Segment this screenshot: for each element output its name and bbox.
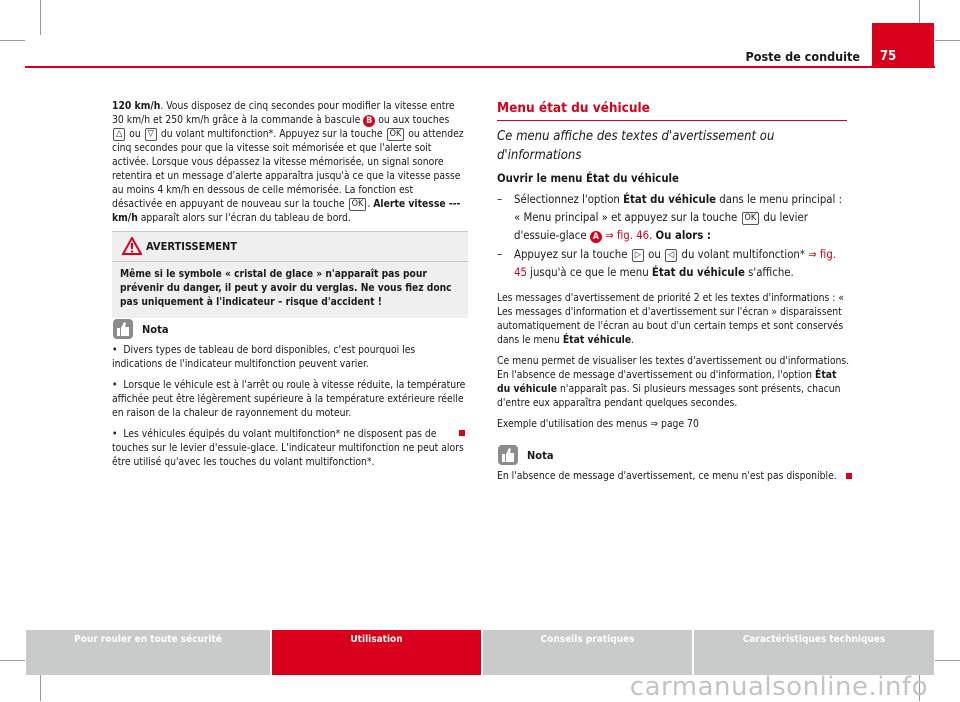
footer-tab[interactable]: Conseils pratiques — [483, 630, 692, 675]
list-item: • Les véhicules équipés du volant multifonction* ne disposent pas de touches sur le levier d'essuie-glace. L'indicateur multifonction ne peut alors être utilisé qu'avec les touches du volant multifonction*. — [112, 428, 464, 468]
end-mark-icon — [846, 473, 852, 479]
figure-link[interactable]: ⇒ fig. 45 — [514, 248, 837, 279]
footer-tab[interactable]: Pour rouler en toute sécurité — [26, 630, 270, 675]
info-note-icon — [112, 318, 134, 340]
left-paragraph: 120 km/h. Vous disposez de cinq secondes pour modifier la vitesse entre 30 km/h et 250 km/h grâce à la commande à bascule B ou aux touches △ ou ▽ du volant multifonction*. Appuyez sur la touche OK ou attendez cinq secondes pour que la vitesse soit mémorisée et que l'alerte soit activée. Lorsque vous dépassez la vitesse mémorisée, un signal sonore retentira et un message d'alerte apparaîtra jusqu'à ce que la vitesse passe au moins 4 km/h en dessous de celle mémorisée. La fonction est désactivée en appuyant de nouveau sur la touche OK . Alerte vitesse --- km/h apparaît alors sur l'écran du tableau de bord. — [112, 100, 464, 224]
heading-rule — [497, 120, 847, 121]
warning-text: Même si le symbole « cristal de glace » n'apparaît pas pour prévenir du danger, il peut y avoir du verglas. Ne vous fiez donc pas uniquement à l'indicateur – risque d'accident ! — [120, 269, 452, 308]
section-title: Poste de conduite — [745, 49, 860, 64]
up-arrow-key-icon: △ — [113, 128, 125, 141]
key-b-badge: B — [363, 115, 375, 127]
warning-box — [112, 231, 468, 318]
crop-mark — [0, 660, 25, 661]
bullet-dot-icon: • — [112, 428, 124, 440]
nota-title: Nota — [142, 322, 169, 336]
nota-text: En l'absence de message d'avertissement, ce menu n'est pas disponible. — [497, 470, 837, 482]
crop-mark — [40, 675, 41, 701]
procedure-title: Ouvrir le menu État du véhicule — [497, 172, 679, 185]
header-rule — [25, 66, 935, 68]
key-a-badge: A — [590, 231, 602, 243]
right-arrow-key-icon: ▷ — [632, 249, 644, 262]
bullet-dot-icon: • — [112, 379, 124, 391]
procedure-step: – Appuyez sur la touche ▷ ou ◁ du volant multifonction* ⇒ fig. 45 jusqu'à ce que le menu État du véhicule s'affiche. — [497, 248, 837, 279]
watermark: carmanualsonline.info — [629, 672, 928, 702]
figure-link[interactable]: ⇒ fig. 46 — [601, 229, 650, 242]
speed-value: 120 km/h — [112, 100, 161, 112]
bullet-dot-icon: • — [112, 344, 124, 356]
warning-header — [112, 232, 468, 262]
ok-key-icon: OK — [742, 212, 760, 225]
footer-tab-active[interactable]: Utilisation — [272, 630, 481, 675]
ok-key-icon: OK — [387, 128, 405, 141]
footer-tab[interactable]: Caractéristiques techniques — [694, 630, 934, 675]
end-mark-icon — [459, 430, 465, 436]
procedure-step: – Sélectionnez l'option État du véhicule dans le menu principal : « Menu principal » et appuyez sur la touche OK du levier d'essuie-glace A ⇒ fig. 46. Ou alors : — [497, 193, 842, 242]
list-item: • Lorsque le véhicule est à l'arrêt ou roule à vitesse réduite, la température affichée peut être légèrement supérieure à la température extérieure réelle en raison de la chaleur de rayonnement du moteur. — [112, 379, 466, 419]
section-subheading: Ce menu affiche des textes d'avertissement ou d'informations — [497, 129, 775, 163]
crop-mark — [0, 40, 25, 41]
section-heading: Menu état du véhicule — [497, 100, 650, 116]
nota-header — [497, 444, 554, 466]
nota-title: Nota — [527, 448, 554, 462]
crop-mark — [935, 40, 960, 41]
down-arrow-key-icon: ▽ — [145, 128, 157, 141]
crop-mark — [40, 0, 41, 35]
ok-key-icon: OK — [349, 198, 367, 211]
warning-title: AVERTISSEMENT — [146, 240, 238, 253]
nota-header — [112, 318, 169, 340]
page-number: 75 — [880, 49, 897, 64]
info-note-icon — [497, 444, 519, 466]
list-item: • Divers types de tableau de bord disponibles, c'est pourquoi les indications de l'indicateur multifonction peuvent varier. — [112, 344, 416, 370]
page-reference[interactable]: Exemple d'utilisation des menus ⇒ page 70 — [497, 418, 699, 430]
left-arrow-key-icon: ◁ — [665, 249, 677, 262]
warning-triangle-icon — [122, 237, 142, 255]
crop-mark — [935, 660, 960, 661]
right-paragraph: Les messages d'avertissement de priorité 2 et les textes d'informations : « Les messages d'information et d'avertissement sur l'écran » disparaissent automatiquement de l'écran au bout d'un certain temps et sont conservés dans le menu État véhicule. Ce menu permet de visualiser les textes d'avertissement ou d'informations. En l'absence de message d'avertissement ou d'information, l'option État du véhicule n'apparaît pas. Si plusieurs messages sont présents, chacun d'entre eux apparaîtra pendant quelques secondes. Exemple d'utilisation des menus ⇒ page 70 — [497, 292, 850, 430]
nota-list — [112, 343, 466, 476]
